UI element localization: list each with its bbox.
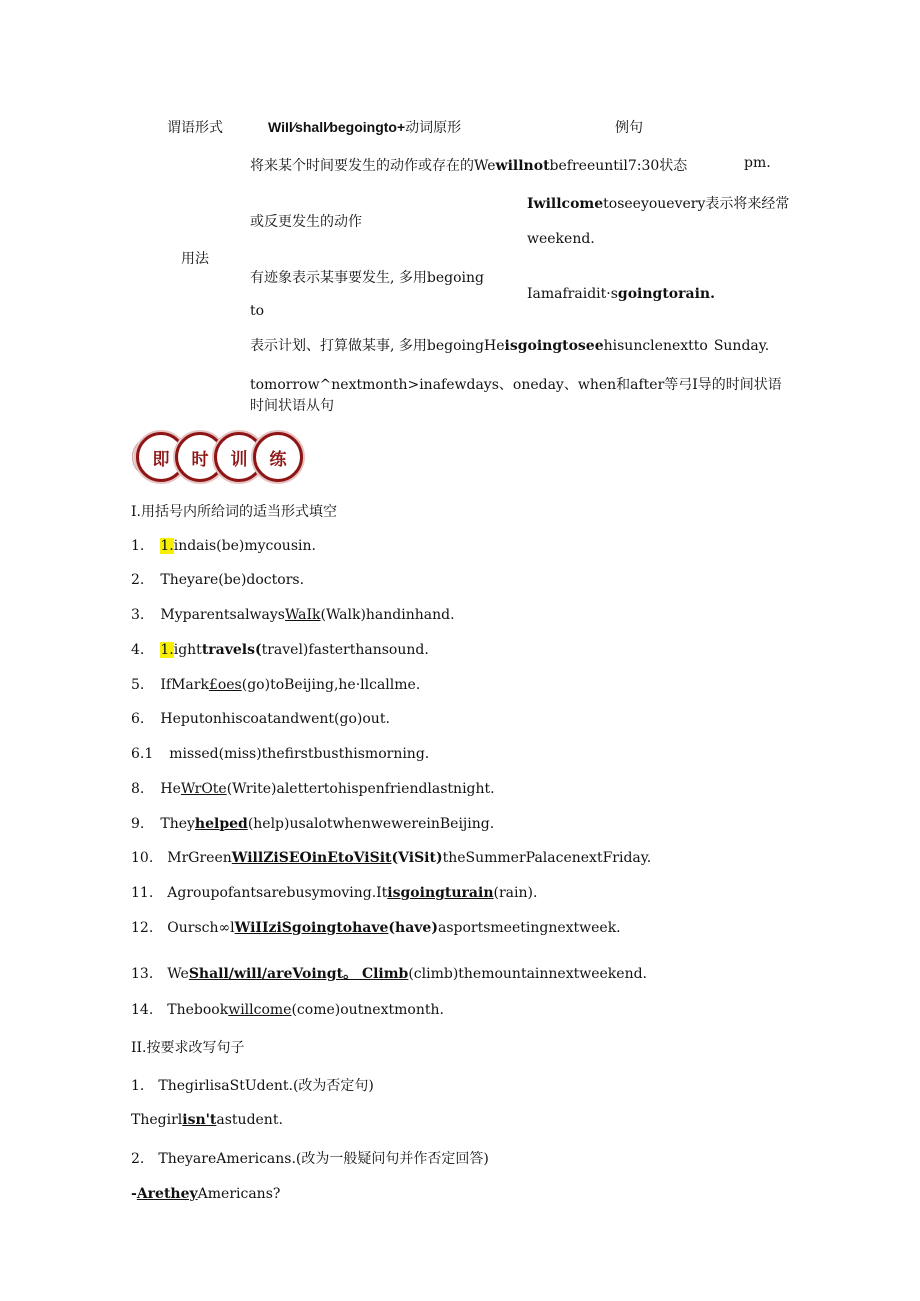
list-item: 5. IfMark£oes(go)toBeijing,he·llcallme.	[131, 677, 421, 693]
usage-row-2: 或反更发生的动作	[250, 214, 362, 230]
usage-row-1-pm: pm.	[744, 155, 771, 171]
logo-char-3: 训	[214, 432, 264, 482]
section-2-title: II.按要求改写句子	[131, 1040, 245, 1056]
list-item: 3. MyparentsalwaysWaIk(Walk)handinhand.	[131, 607, 455, 623]
rewrite-question-1: 1. ThegirlisaStUdent.(改为否定句)	[131, 1078, 374, 1094]
rewrite-answer-2: -AretheyAmericans?	[131, 1186, 281, 1202]
logo-char-4: 练	[253, 432, 303, 482]
list-item: 11. Agroupofantsarebusymoving.Itisgoingturain(rain).	[131, 885, 538, 901]
usage-row-3: 有迹象表示某事要发生, 多用begoing	[250, 270, 484, 286]
rewrite-answer-1: Thegirlisn'tastudent.	[131, 1112, 283, 1128]
list-item: 1. 1.indais(be)mycousin.	[131, 538, 316, 554]
usage-row-1: 将来某个时间要发生的动作或存在的Wewillnotbefreeuntil7:30状态	[250, 158, 688, 174]
list-item: 13. WeShall∕will∕areVoingt。 Climb(climb)themountainnextweekend.	[131, 966, 647, 982]
header-predicate-form: 谓语形式	[167, 120, 223, 136]
usage-label: 用法	[181, 251, 209, 267]
list-item: 4. 1.ighttravels(travel)fasterthansound.	[131, 642, 429, 658]
list-item: 10. MrGreenWillZiSEOinEtoViSit(ViSit)theSummerPalacenextFriday.	[131, 850, 652, 866]
header-example: 例句	[615, 120, 643, 136]
example-row-3: Iamafraidit·sgoingtorain.	[527, 286, 715, 302]
usage-row-5-cont: 时间状语从句	[250, 398, 334, 414]
list-item: 6.1 missed(miss)thefirstbusthismorning.	[131, 746, 430, 762]
header-form-pattern: WiIl∕shall∕begoingto+动词原形	[268, 119, 462, 136]
usage-row-4: 表示计划、打算做某事, 多用begoingHeisgoingtoseehisunclenextto Sunday.	[250, 338, 770, 354]
usage-row-5: tomorrow^nextmonth>inafewdays、oneday、when和after等弓I导的时间状语	[250, 377, 782, 393]
usage-row-3-cont: to	[250, 303, 265, 319]
list-item: 14. Thebookwillcome(come)outnextmonth.	[131, 1002, 444, 1018]
list-item: 9. Theyhelped(help)usalotwhenwewereinBeijing.	[131, 816, 495, 832]
rewrite-question-2: 2. TheyareAmericans.(改为一般疑问句并作否定回答)	[131, 1151, 489, 1167]
list-item: 8. HeWrOte(Write)alettertohispenfriendlastnight.	[131, 781, 495, 797]
logo-char-2: 时	[175, 432, 225, 482]
instant-training-logo	[132, 430, 294, 482]
list-item: 6. Heputonhiscoatandwent(go)out.	[131, 711, 390, 727]
section-1-title: I.用括号内所给词的适当形式填空	[131, 504, 337, 520]
list-item: 2. Theyare(be)doctors.	[131, 572, 305, 588]
example-row-2: Iwillcometoseeyouevery表示将来经常	[527, 196, 790, 212]
example-row-2-cont: weekend.	[527, 231, 595, 247]
list-item: 12. Oursch∞lWiIIziSgoingtohave(have)asportsmeetingnextweek.	[131, 920, 621, 936]
logo-char-1: 即	[136, 432, 186, 482]
